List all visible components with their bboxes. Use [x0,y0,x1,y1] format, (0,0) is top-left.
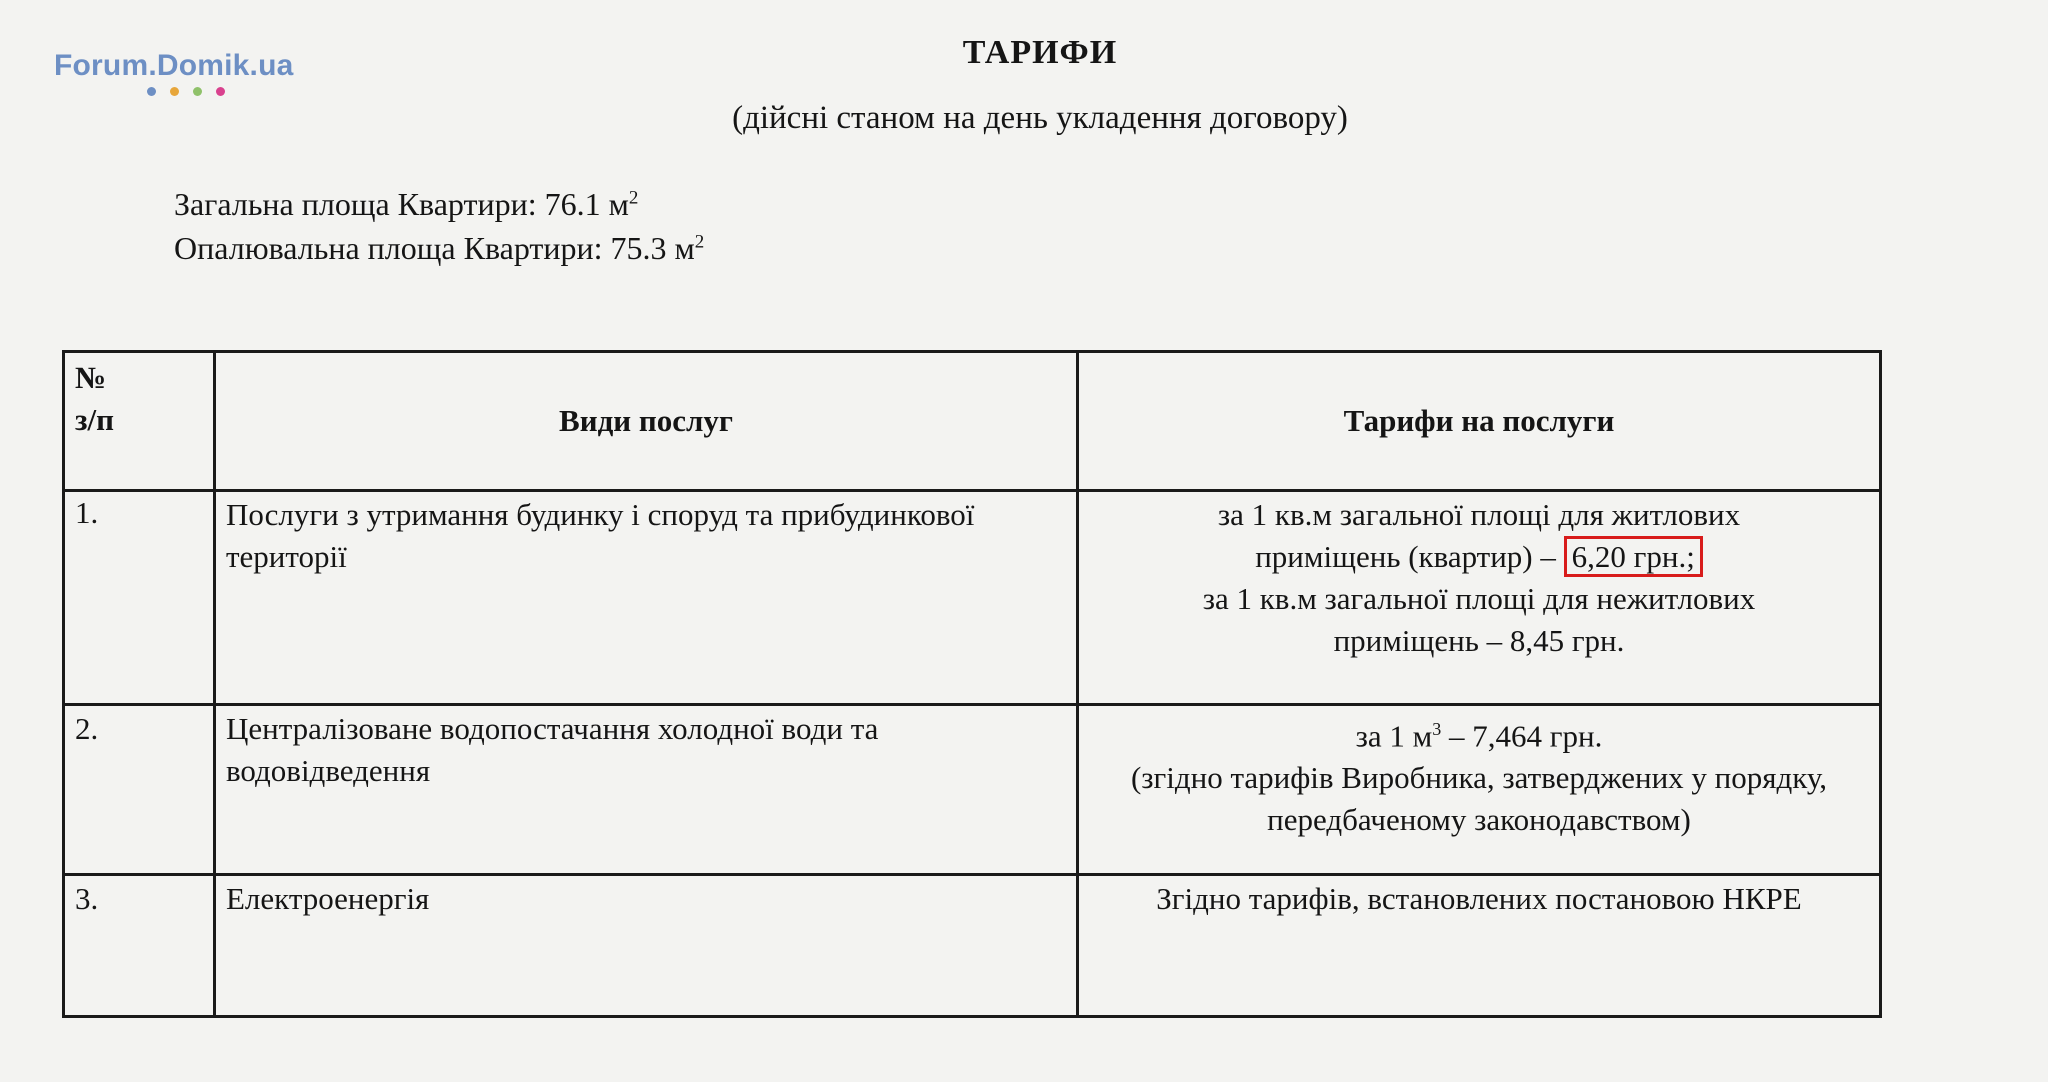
row-tariff: Згідно тарифів, встановлених постановою НКРЕ [1078,875,1881,1017]
header-service: Види послуг [215,352,1078,491]
logo-text: Forum.Domik.ua [54,49,294,82]
logo-dot [147,87,156,96]
heated-area-unit-sup: 2 [694,231,705,253]
total-area [174,186,638,223]
document-title: ТАРИФИ [962,34,1118,71]
row-service: Електроенергія [215,875,1078,1017]
logo-dot [193,87,202,96]
logo-dots [147,87,294,96]
total-area-unit-sup: 2 [628,187,639,209]
header-number [64,352,215,491]
tariff-line [1089,708,1869,757]
total-area-label: Загальна площа Квартири: 76.1 м [174,186,629,222]
table-header-row [64,352,1881,491]
row-number: 2. [64,705,215,875]
forum-domik-logo [54,49,294,96]
tariff-line [1089,536,1869,578]
tariff-text: приміщень (квартир) – [1255,539,1564,574]
highlighted-price: 6,20 грн.; [1564,536,1703,577]
row-number: 3. [64,875,215,1017]
logo-dot [170,87,179,96]
header-number-line2: з/п [75,402,114,437]
tariff-line: за 1 кв.м загальної площі для житлових [1217,497,1741,532]
tariff-line: за 1 кв.м загальної площі для нежитлових [1202,581,1756,616]
unit-sup: 3 [1432,719,1442,739]
tariff-text: за 1 м [1355,718,1433,754]
row-tariff [1078,705,1881,875]
document-subtitle: (дійсні станом на день укладення договору) [732,100,1348,136]
row-tariff [1078,491,1881,705]
row-number: 1. [64,491,215,705]
tariff-line: приміщень – 8,45 грн. [1333,623,1625,658]
logo-dot [216,87,225,96]
heated-area [174,230,704,267]
row-service: Послуги з утримання будинку і споруд та прибудинкової території [215,491,1078,705]
tariffs-table [62,350,1882,1018]
header-tariff: Тарифи на послуги [1078,352,1881,491]
table-row [64,491,1881,705]
tariff-line: (згідно тарифів Виробника, затверджених у порядку, передбаченому законодавством) [1130,760,1828,838]
table-row [64,705,1881,875]
heated-area-label: Опалювальна площа Квартири: 75.3 м [174,230,695,266]
table-row [64,875,1881,1017]
tariff-text: – 7,464 грн. [1441,718,1603,754]
header-number-line1: № [75,360,107,395]
row-service: Централізоване водопостачання холодної води та водовідведення [215,705,1078,875]
